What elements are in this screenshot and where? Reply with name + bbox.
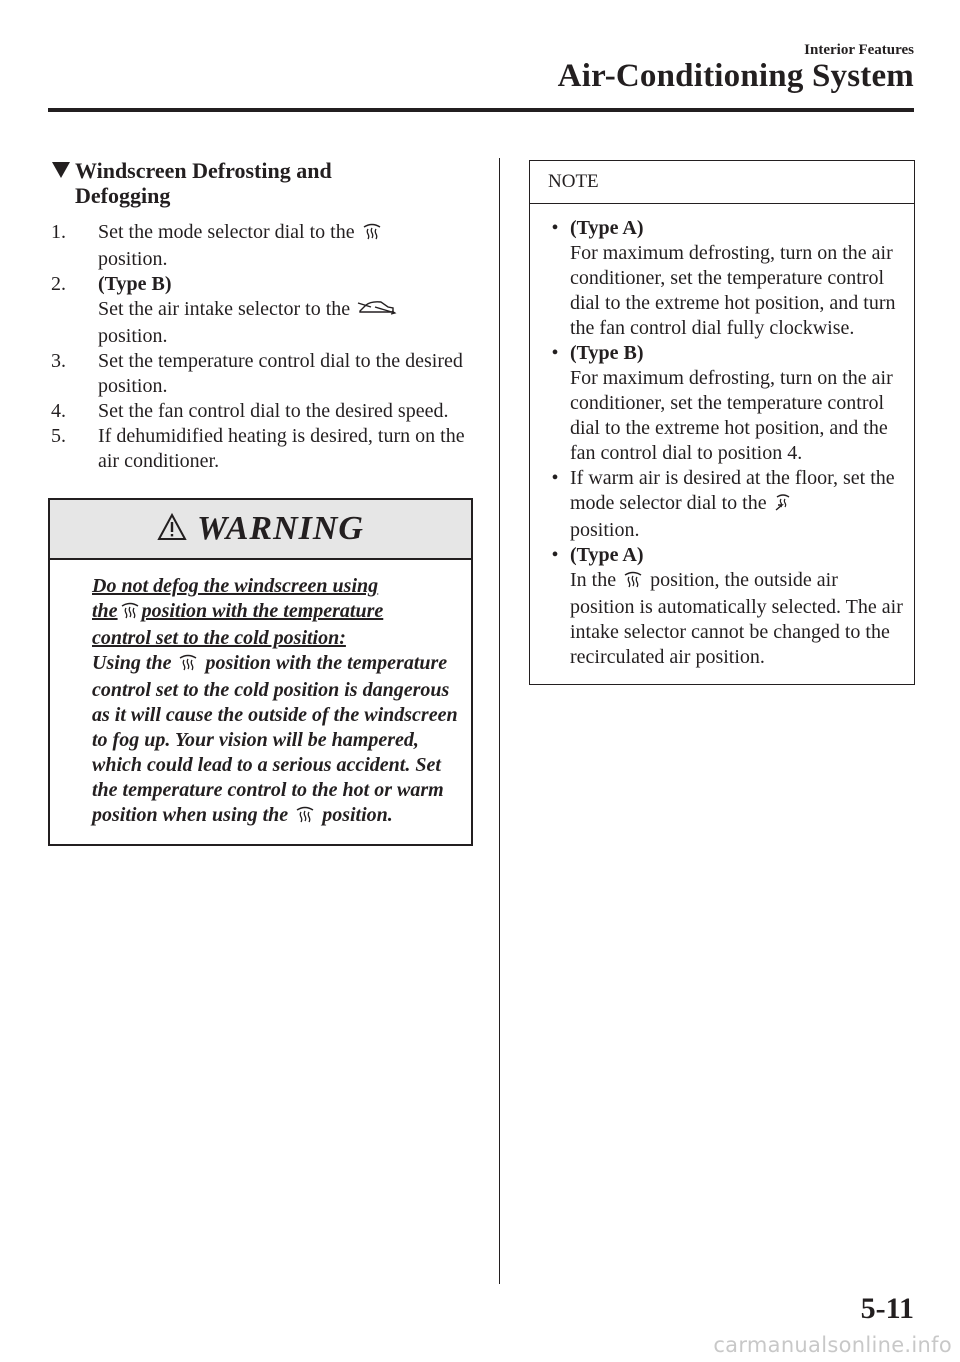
step-text: If dehumidified heating is desired, turn on the air conditioner. <box>98 425 465 472</box>
step-number: 4. <box>51 400 66 422</box>
step-text: Set the fan control dial to the desired speed. <box>98 400 449 422</box>
windscreen-defrost-icon <box>178 653 198 678</box>
type-label: (Type A) <box>570 544 644 566</box>
note-text: For maximum defrosting, turn on the air conditioner, set the temperature control dial to the extreme hot position, and turn the fan control dial fully clockwise. <box>570 242 896 339</box>
step-text: Set the air intake selector to the <box>98 298 351 320</box>
page-title: Air-Conditioning System <box>557 58 914 94</box>
warning-underlined-line: control set to the cold position: <box>92 627 346 649</box>
step-item <box>48 399 473 424</box>
section-heading-line1: Windscreen Defrosting and <box>75 158 332 183</box>
note-item <box>540 341 904 466</box>
step-text: position. <box>98 325 168 347</box>
header-section-label: Interior Features <box>804 42 914 58</box>
note-body <box>530 204 914 684</box>
step-text: Set the temperature control dial to the desired position. <box>98 350 463 397</box>
step-number: 3. <box>51 350 66 372</box>
left-column <box>48 158 473 846</box>
type-label: (Type B) <box>570 342 644 364</box>
warning-underlined-text: the <box>92 600 118 622</box>
note-text: If warm air is desired at the floor, set the mode selector dial to the <box>570 467 895 514</box>
note-text: In the <box>570 569 617 591</box>
triangle-bullet-icon <box>52 162 70 178</box>
windscreen-defrost-icon <box>362 222 382 247</box>
bullet-icon: • <box>551 544 559 566</box>
step-item <box>48 424 473 474</box>
floor-defrost-icon <box>774 493 792 518</box>
step-number: 1. <box>51 221 66 243</box>
bullet-icon: • <box>551 342 559 364</box>
section-heading <box>48 158 473 208</box>
warning-title: WARNING <box>197 510 364 547</box>
note-text: position. <box>570 519 640 541</box>
column-divider <box>499 158 500 1284</box>
warning-body-text: Using the <box>92 652 172 674</box>
step-number: 2. <box>51 273 66 295</box>
warning-underlined-line: Do not defog the windscreen using <box>92 575 379 597</box>
bullet-icon: • <box>551 217 559 239</box>
outside-air-icon <box>357 299 397 324</box>
note-text: position, the outside air position is automatically selected. The air intake selector cannot be changed to the recirculated air position. <box>570 569 903 668</box>
note-item <box>540 216 904 341</box>
windscreen-defrost-icon <box>623 570 643 595</box>
steps-list <box>48 220 473 474</box>
bullet-icon: • <box>551 467 559 489</box>
section-heading-line2: Defogging <box>75 183 171 208</box>
step-number: 5. <box>51 425 66 447</box>
note-item <box>540 543 904 670</box>
warning-triangle-icon <box>157 513 187 546</box>
note-title: NOTE <box>530 161 914 204</box>
type-label: (Type A) <box>570 217 644 239</box>
windscreen-defrost-icon <box>120 601 140 626</box>
step-item <box>48 349 473 399</box>
warning-underlined-text: position with the temperature <box>141 600 384 622</box>
warning-body-text: position with the temperature control set to the cold position is dangerous as it will cause the outside of the windscreen to fog up. Your vision will be hampered, which could lead to a serious accident. Set the temperature control to the hot or warm position when using the <box>92 652 458 826</box>
step-text: Set the mode selector dial to the <box>98 221 355 243</box>
note-item <box>540 466 904 543</box>
note-text: For maximum defrosting, turn on the air conditioner, set the temperature control dial to the extreme hot position, and the fan control dial to position 4. <box>570 367 893 464</box>
type-label: (Type B) <box>98 273 172 295</box>
warning-text <box>50 560 471 844</box>
watermark: carmanualsonline.info <box>713 1333 952 1357</box>
step-item <box>48 272 473 349</box>
header-rule <box>48 108 914 112</box>
step-item <box>48 220 473 272</box>
warning-header <box>50 500 471 560</box>
windscreen-defrost-icon <box>295 805 315 830</box>
warning-body-text: position. <box>322 804 393 826</box>
page-number: 5-11 <box>860 1292 914 1325</box>
step-text: position. <box>98 248 168 270</box>
note-box <box>529 160 915 685</box>
warning-box <box>48 498 473 846</box>
right-column <box>529 160 915 685</box>
